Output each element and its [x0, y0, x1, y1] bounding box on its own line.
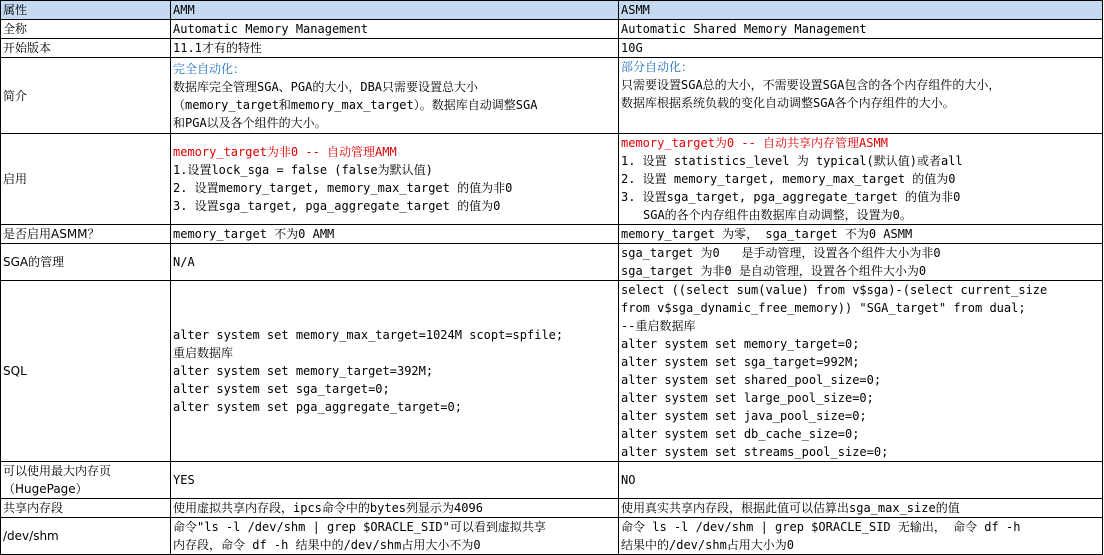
asmm-cell: [619, 281, 1103, 462]
amm-enable-step: 1.设置lock_sga = false (false为默认值): [173, 163, 433, 177]
asmm-cell: [619, 58, 1103, 134]
asmm-sql-line: alter system set shared_pool_size=0;: [621, 373, 882, 387]
asmm-cell: [619, 244, 1103, 281]
amm-enable-step: 3. 设置sga_target, pga_aggregate_target 的值为0: [173, 199, 501, 213]
asmm-cell: NO: [619, 462, 1103, 499]
asmm-sga-line: sga_target 为非0 是自动管理，设置各个组件大小为0: [621, 264, 927, 278]
amm-cell: memory_target 不为0 AMM: [171, 225, 619, 244]
asmm-sql-line: alter system set java_pool_size=0;: [621, 409, 867, 423]
row-label: /dev/shm: [1, 518, 171, 555]
asmm-devshm-line: 命令 ls -l /dev/shm | grep $ORACLE_SID 无输出， 命令 df -h: [621, 520, 1021, 534]
amm-cell: YES: [171, 462, 619, 499]
asmm-cell: 使用真实共享内存段，根据此值可以估算出sga_max_size的值: [619, 499, 1103, 518]
amm-enable-title: memory_target为非0 -- 自动管理AMM: [173, 145, 397, 159]
hugepage-label-line: 可以使用最大内存页: [3, 464, 112, 478]
asmm-sql-line: select ((select sum(value) from v$sga)-(select current_size: [621, 283, 1048, 297]
row-enable: [1, 134, 1103, 225]
amm-intro-line: 和PGA以及各个组件的大小。: [173, 115, 327, 130]
amm-devshm-line: 命令"ls -l /dev/shm | grep $ORACLE_SID"可以看到虚拟共享: [173, 520, 546, 534]
row-label: 开始版本: [1, 39, 171, 58]
amm-sql-line: alter system set memory_max_target=1024M scopt=spfile;: [173, 328, 564, 342]
asmm-sql-line: alter system set sga_target=992M;: [621, 355, 860, 369]
row-intro: [1, 58, 1103, 134]
asmm-sql-line: from v$sga_dynamic_free_memory)) "SGA_target" from dual;: [621, 301, 1026, 315]
amm-cell: [171, 58, 619, 134]
asmm-sql-line: alter system set memory_target=0;: [621, 337, 860, 351]
amm-sql-line: alter system set memory_target=392M;: [173, 364, 434, 378]
header-asmm: ASMM: [619, 1, 1103, 20]
asmm-cell: Automatic Shared Memory Management: [619, 20, 1103, 39]
asmm-sql-line: alter system set large_pool_size=0;: [621, 391, 874, 405]
amm-sql-line: 重启数据库: [173, 346, 234, 360]
row-label: 全称: [1, 20, 171, 39]
asmm-sql-line: --重启数据库: [621, 319, 696, 333]
asmm-enable-title: memory_target为0 -- 自动共享内存管理ASMM: [621, 136, 888, 150]
amm-cell: [171, 281, 619, 462]
amm-intro-line: 数据库完全管理SGA、PGA的大小，DBA只需要设置总大小: [173, 79, 479, 94]
amm-intro-line: （memory_target和memory_max_target）。数据库自动调整SGA: [173, 97, 538, 112]
asmm-sql-line: alter system set db_cache_size=0;: [621, 427, 860, 441]
row-label: 共享内存段: [1, 499, 171, 518]
amm-cell: [171, 518, 619, 555]
header-attribute: 属性: [1, 1, 171, 20]
asmm-cell: [619, 134, 1103, 225]
asmm-enable-step: 3. 设置sga_target, pga_aggregate_target 的值为非0: [621, 190, 961, 204]
row-version: [1, 39, 1103, 58]
asmm-cell: 10G: [619, 39, 1103, 58]
amm-cell: 使用虚拟共享内存段，ipcs命令中的bytes列显示为4096: [171, 499, 619, 518]
asmm-cell: memory_target 为零， sga_target 不为0 ASMM: [619, 225, 1103, 244]
row-label: SQL: [1, 281, 171, 462]
asmm-enable-note: SGA的各个内存组件由数据库自动调整，设置为0。: [643, 208, 912, 222]
row-fullname: [1, 20, 1103, 39]
asmm-intro-line: 只需要设置SGA总的大小，不需要设置SGA包含的各个内存组件的大小，: [621, 78, 1001, 92]
asmm-intro-title: 部分自动化：: [621, 60, 694, 74]
row-shared-memory: [1, 499, 1103, 518]
asmm-intro-line: 数据库根据系统负载的变化自动调整SGA各个内存组件的大小。: [621, 96, 955, 110]
row-label: 是否启用ASMM？: [1, 225, 171, 244]
amm-enable-step: 2. 设置memory_target, memory_max_target 的值为非0: [173, 181, 513, 195]
asmm-cell: [619, 518, 1103, 555]
row-sql: [1, 281, 1103, 462]
row-sga-management: [1, 244, 1103, 281]
header-amm: AMM: [171, 1, 619, 20]
row-label: 简介: [1, 58, 171, 134]
row-asmm-enabled: [1, 225, 1103, 244]
asmm-sql-line: alter system set streams_pool_size=0;: [621, 445, 889, 459]
amm-intro-title: 完全自动化：: [173, 61, 246, 76]
hugepage-label-line: （HugePage）: [3, 482, 88, 496]
row-label: 启用: [1, 134, 171, 225]
amm-cell: [171, 134, 619, 225]
amm-sql-line: alter system set pga_aggregate_target=0;: [173, 400, 462, 414]
asmm-devshm-line: 结果中的/dev/shm占用大小为0: [621, 538, 795, 552]
amm-cell: N/A: [171, 244, 619, 281]
amm-cell: 11.1才有的特性: [171, 39, 619, 58]
row-label: SGA的管理: [1, 244, 171, 281]
asmm-enable-step: 2. 设置 memory_target, memory_max_target 的值为0: [621, 172, 956, 186]
asmm-sga-line: sga_target 为0 是手动管理，设置各个组件大小为非0: [621, 246, 941, 260]
amm-sql-line: alter system set sga_target=0;: [173, 382, 390, 396]
row-label: [1, 462, 171, 499]
amm-devshm-line: 内存段，命令 df -h 结果中的/dev/shm占用大小不为0: [173, 538, 481, 552]
header-row: [1, 1, 1103, 20]
row-dev-shm: [1, 518, 1103, 555]
amm-cell: Automatic Memory Management: [171, 20, 619, 39]
asmm-enable-step: 1. 设置 statistics_level 为 typical(默认值)或者all: [621, 154, 963, 168]
row-hugepage: [1, 462, 1103, 499]
